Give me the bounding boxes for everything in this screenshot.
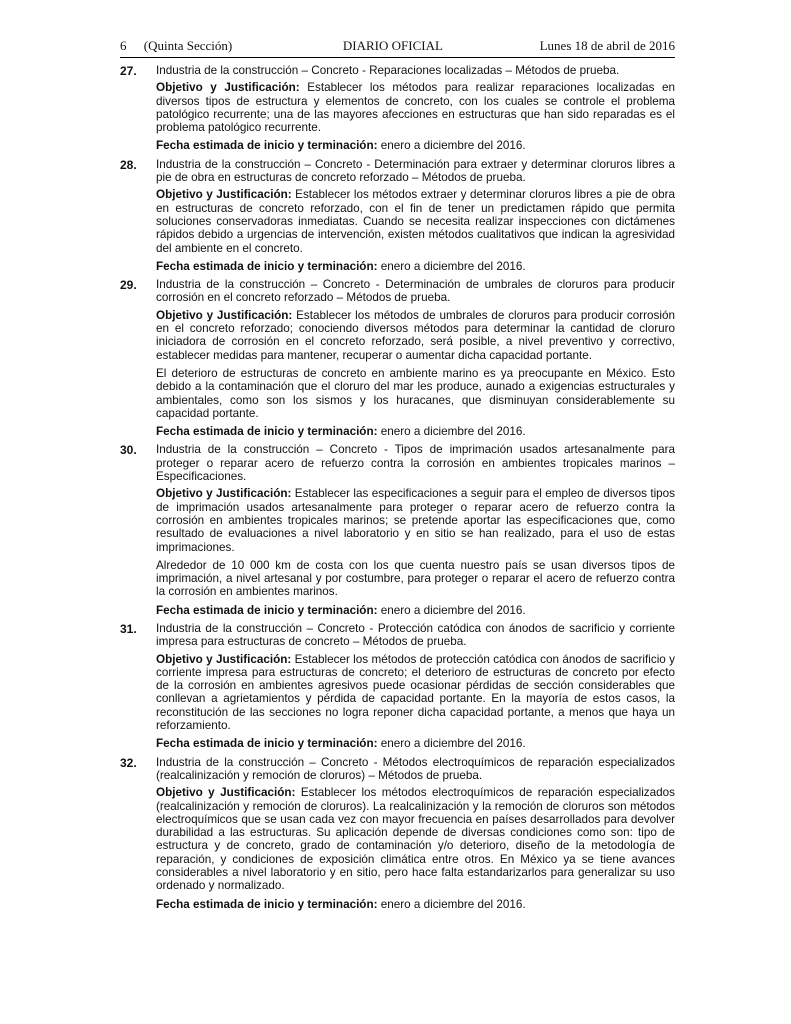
objective-label: Objetivo y Justificación: [156, 652, 292, 666]
dates-label: Fecha estimada de inicio y terminación: [156, 139, 378, 153]
page-header [120, 38, 675, 58]
item-title: Industria de la construcción – Concreto - Protección catódica con ánodos de sacrificio y corriente impresa para estructuras de concreto – Métodos de prueba. [156, 621, 675, 649]
item-title: Industria de la construcción – Concreto - Reparaciones localizadas – Métodos de prueba. [156, 64, 620, 77]
dates-text: enero a diciembre del 2016. [380, 259, 526, 273]
item-title: Industria de la construcción – Concreto - Determinación de umbrales de cloruros para producir corrosión en el concreto reforzado – Métodos de prueba. [156, 278, 675, 305]
document-page [120, 38, 675, 916]
item-dates [156, 604, 675, 617]
objective-label: Objetivo y Justificación: [156, 487, 292, 501]
item-extra-paragraph: El deterioro de estructuras de concreto en ambiente marino es ya preocupante en México. Esto debido a la contaminación que el cloruro del mar les produce, aunado a exigencias estructurales y ambientales, como son los sismos y los huracanes, que disminuyan considerablemente su capacidad portante. [156, 366, 675, 420]
item-number: 28. [120, 157, 137, 172]
section-label: (Quinta Sección) [143, 38, 233, 53]
objective-text: Establecer las especificaciones a seguir para el empleo de diversos tipos de imprimación usados artesanalmente para proteger o reparar acero de refuerzo contra la corrosión en ambientes tropicales marinos; se pretende aportar las especificaciones que, como resultado de evaluaciones a nivel laboratorio y en sitio se han realizado, para el uso de estas imprimaciones. [156, 487, 676, 554]
dates-text: enero a diciembre del 2016. [380, 139, 526, 153]
list-item [120, 621, 675, 751]
dates-label: Fecha estimada de inicio y terminación: [156, 603, 378, 617]
dates-label: Fecha estimada de inicio y terminación: [156, 425, 378, 439]
items-list [120, 64, 675, 911]
dates-text: enero a diciembre del 2016. [380, 603, 526, 617]
dates-label: Fecha estimada de inicio y terminación: [156, 737, 378, 751]
list-item [120, 755, 675, 911]
objective-text: Establecer los métodos para realizar reparaciones localizadas en diversos tipos de estructura y elementos de concreto, con los cuales se controle el problema patológico recurrente; una de las mayores afecciones en estructuras que han sido reparadas es el problema patológico recurrente. [156, 81, 675, 135]
dates-text: enero a diciembre del 2016. [380, 897, 526, 911]
item-dates [156, 425, 675, 438]
objective-label: Objetivo y Justificación: [156, 786, 296, 800]
item-dates [156, 139, 675, 152]
dates-label: Fecha estimada de inicio y terminación: [156, 897, 378, 911]
list-item [120, 278, 675, 439]
item-objective [156, 786, 675, 892]
objective-text: Establecer los métodos extraer y determinar cloruros libres a pie de obra en estructuras de concreto reforzado, con el fin de tener un predictamen rápido que permita soluciones conservadoras inmediatas. Cuando se necesita realizar inspecciones con dictámenes rápidos debido a urgencias de intervención, existen métodos cualitativos que indican la agresividad del ambiente en el concreto. [156, 188, 675, 255]
item-objective [156, 487, 675, 553]
objective-label: Objetivo y Justificación: [156, 188, 292, 202]
item-dates [156, 737, 675, 750]
item-objective [156, 188, 675, 254]
item-title: Industria de la construcción – Concreto - Métodos electroquímicos de reparación especializados (realcalinización y remoción de cloruros) – Métodos de prueba. [156, 755, 675, 782]
objective-label: Objetivo y Justificación: [156, 81, 300, 95]
item-number: 30. [120, 443, 137, 458]
list-item [120, 157, 675, 273]
objective-text: Establecer los métodos de protección catódica con ánodos de sacrificio y corriente impresa para estructuras de concreto; el deterioro de estructuras de concreto por efecto de la corrosión en ambientes agresivos puede ocasionar pérdidas de sección considerables que conllevan a agrietamientos y pérdida de capacidad portante. En la mayoría de estos casos, la reconstitución de las secciones no logra reponer dicha capacidad portante, a menos que haya un reforzamiento. [156, 652, 675, 733]
objective-text: Establecer los métodos electroquímicos de reparación especializados (realcalinización y remoción de cloruros). La realcalinización y la remoción de cloruros son métodos electroquímicos que se usan cada vez con mayor frecuencia en países desarrollados para devolver durabilidad a las estructuras. Su aplicación depende de diversas condiciones como son: tipo de estructura y de concreto, grado de contaminación y/o deterioro, diseño de la metodología de reparación, y condiciones de exposición climática entre otros. En México ya se tiene avances considerables a nivel laboratorio y en sitio, pero hace falta estandarizarlos para generalizar su uso ordenado y normalizado. [156, 786, 675, 893]
item-objective [156, 309, 675, 362]
list-item [120, 443, 676, 617]
list-item [120, 64, 675, 153]
objective-label: Objetivo y Justificación: [156, 308, 293, 322]
publication-date: Lunes 18 de abril de 2016 [539, 38, 675, 53]
item-dates [156, 260, 675, 273]
publication-title: DIARIO OFICIAL [342, 38, 443, 53]
item-number: 29. [120, 278, 137, 293]
header-left [120, 38, 246, 54]
item-number: 27. [120, 64, 137, 78]
dates-text: enero a diciembre del 2016. [380, 425, 526, 439]
item-number: 31. [120, 621, 137, 636]
item-number: 32. [120, 755, 137, 770]
item-dates [156, 898, 675, 911]
dates-label: Fecha estimada de inicio y terminación: [156, 259, 378, 273]
item-extra-paragraph: Alrededor de 10 000 km de costa con los que cuenta nuestro país se usan diversos tipos de imprimación, a nivel artesanal y por costumbre, para proteger o reparar el acero de refuerzo contra la corrosión en ambientes marinos. [156, 558, 675, 599]
dates-text: enero a diciembre del 2016. [380, 737, 526, 751]
item-title: Industria de la construcción – Concreto - Determinación para extraer y determinar cloruros libres a pie de obra en estructuras de concreto reforzado – Métodos de prueba. [156, 157, 675, 185]
item-objective [156, 653, 675, 733]
page-number: 6 [120, 38, 127, 53]
item-title: Industria de la construcción – Concreto - Tipos de imprimación usados artesanalmente para proteger o reparar acero de refuerzo contra la corrosión en ambientes tropicales marinos – Especificaciones. [156, 443, 675, 484]
objective-text: Establecer los métodos de umbrales de cloruros para producir corrosión en el concreto reforzado; conociendo diversos métodos para determinar la cantidad de cloruro iniciadora de corrosión en el concreto reforzado, será posible, a nivel preventivo y correctivo, establecer medidas para mantener, recuperar o aumentar dicha capacidad portante. [156, 308, 675, 362]
item-objective [156, 81, 675, 134]
